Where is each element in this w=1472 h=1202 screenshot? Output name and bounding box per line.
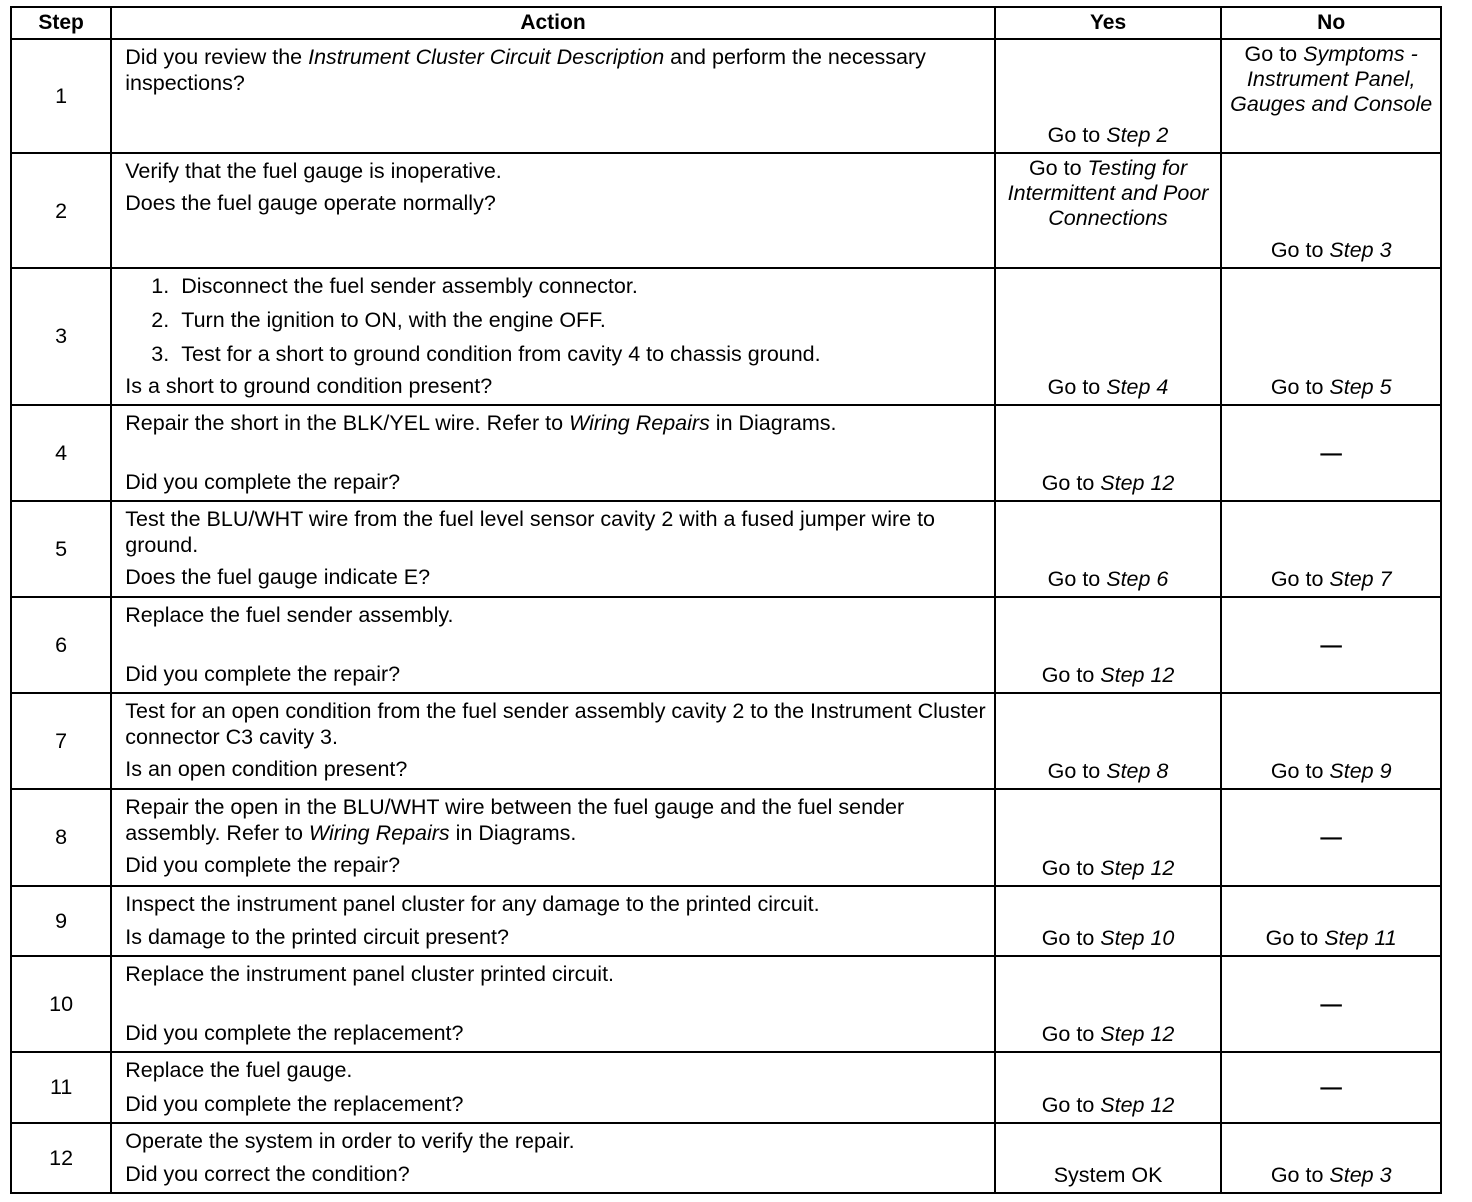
go-to-step-9-link[interactable]: Step 9 — [1329, 759, 1392, 784]
not-applicable-dash: — — [1320, 440, 1342, 465]
yes-cell — [995, 789, 1222, 885]
go-to-prefix: Go to — [1041, 855, 1101, 880]
action-text: Operate the system in order to verify the repair. — [125, 1128, 575, 1153]
procedure-step — [125, 341, 985, 367]
no-cell — [1221, 597, 1441, 692]
go-to-step-3-link[interactable]: Step 3 — [1329, 237, 1392, 262]
action-text — [125, 794, 985, 846]
action-cell — [111, 268, 994, 405]
system-ok-text: System OK — [1053, 1163, 1163, 1187]
go-to-prefix: Go to — [1047, 759, 1107, 784]
step-number: 4 — [11, 405, 111, 501]
action-question: Did you complete the replacement? — [125, 1091, 464, 1116]
action-question: Is a short to ground condition present? — [125, 373, 493, 398]
yes-cell — [995, 956, 1222, 1052]
action-text-part: and perform the necessary inspections? — [125, 45, 926, 95]
action-cell — [111, 1123, 994, 1193]
action-cell — [111, 405, 994, 501]
instrument-cluster-circuit-description-link[interactable]: Instrument Cluster Circuit Description — [308, 45, 665, 69]
step-number: 1 — [11, 39, 111, 153]
wiring-repairs-link[interactable]: Wiring Repairs — [308, 821, 450, 846]
go-to-prefix: Go to — [1270, 567, 1330, 592]
table-row — [11, 501, 1441, 597]
go-to-step-6-link[interactable]: Step 6 — [1106, 567, 1169, 592]
action-text: Inspect the instrument panel cluster for any damage to the printed circuit. — [125, 891, 820, 916]
action-cell — [111, 693, 994, 789]
action-cell — [111, 501, 994, 597]
not-applicable-dash: — — [1320, 1075, 1342, 1100]
procedure-step — [125, 307, 985, 333]
action-text: Replace the fuel sender assembly. — [125, 603, 454, 628]
table-row — [11, 405, 1441, 501]
go-to-step-5-link[interactable]: Step 5 — [1329, 374, 1392, 399]
table-row — [11, 1052, 1441, 1122]
yes-cell — [995, 501, 1222, 597]
action-text — [125, 410, 985, 436]
table-row — [11, 597, 1441, 692]
go-to-prefix: Go to — [1270, 237, 1330, 262]
go-to-prefix: Go to — [1270, 759, 1330, 784]
action-cell — [111, 597, 994, 692]
step-number: 2 — [11, 153, 111, 267]
action-cell — [111, 153, 994, 267]
go-to-prefix: Go to — [1041, 925, 1101, 950]
step-number: 8 — [11, 789, 111, 885]
no-cell — [1221, 789, 1441, 885]
action-cell — [111, 1052, 994, 1122]
diagnostic-table — [10, 6, 1442, 1194]
action-question: Does the fuel gauge indicate E? — [125, 564, 431, 589]
action-question: Is an open condition present? — [125, 756, 408, 781]
action-text: Test the BLU/WHT wire from the fuel level sensor cavity 2 with a fused jumper wire to ground. — [125, 506, 936, 557]
procedure-list — [125, 273, 985, 367]
yes-cell — [995, 268, 1222, 405]
go-to-prefix: Go to — [1270, 1163, 1330, 1187]
go-to-prefix: Go to — [1041, 470, 1101, 495]
table-row — [11, 153, 1441, 267]
table-row — [11, 1123, 1441, 1193]
go-to-step-4-link[interactable]: Step 4 — [1106, 374, 1169, 399]
go-to-prefix: Go to — [1041, 662, 1101, 687]
action-cell — [111, 886, 994, 956]
no-cell — [1221, 956, 1441, 1052]
table-row — [11, 789, 1441, 885]
action-text: Replace the instrument panel cluster printed circuit. — [125, 961, 615, 986]
procedure-step-text: Disconnect the fuel sender assembly connector. — [181, 273, 638, 298]
yes-cell — [995, 693, 1222, 789]
yes-cell — [995, 1052, 1222, 1122]
no-cell — [1221, 501, 1441, 597]
procedure-step-number: 2. — [151, 307, 170, 332]
table-row — [11, 693, 1441, 789]
go-to-step-12-link[interactable]: Step 12 — [1100, 662, 1175, 687]
procedure-step-text: Test for a short to ground condition from cavity 4 to chassis ground. — [181, 341, 821, 366]
header-action: Action — [111, 7, 994, 39]
go-to-prefix: Go to — [1047, 567, 1107, 592]
action-question: Is damage to the printed circuit present? — [125, 924, 509, 949]
no-cell — [1221, 39, 1441, 153]
procedure-step-number: 3. — [151, 341, 170, 366]
no-cell — [1221, 1123, 1441, 1193]
action-text: Replace the fuel gauge. — [125, 1058, 353, 1083]
action-text-part: in Diagrams. — [709, 410, 837, 435]
go-to-step-12-link[interactable]: Step 12 — [1100, 1092, 1175, 1117]
table-row — [11, 886, 1441, 956]
yes-cell — [995, 1123, 1222, 1193]
table-row — [11, 956, 1441, 1052]
yes-cell — [995, 405, 1222, 501]
yes-cell — [995, 39, 1222, 153]
yes-cell — [995, 153, 1222, 267]
no-cell — [1221, 693, 1441, 789]
go-to-prefix: Go to — [1041, 1092, 1101, 1117]
symptoms-instrument-panel-link[interactable]: Symptoms - Instrument Panel, Gauges and Console — [1230, 42, 1433, 116]
testing-intermittent-link[interactable]: Testing for Intermittent and Poor Connections — [1007, 156, 1209, 231]
action-question: Did you complete the replacement? — [125, 1021, 464, 1046]
action-cell — [111, 39, 994, 153]
action-text-part: in Diagrams. — [449, 821, 577, 846]
action-text-part: Repair the short in the BLK/YEL wire. Refer to — [125, 410, 570, 435]
step-number: 5 — [11, 501, 111, 597]
go-to-step-7-link[interactable]: Step 7 — [1329, 567, 1392, 592]
action-text-part: Did you review the — [125, 45, 309, 69]
action-question: Did you complete the repair? — [125, 661, 401, 686]
go-to-prefix: Go to — [1265, 925, 1325, 950]
procedure-step — [125, 273, 985, 299]
step-number: 10 — [11, 956, 111, 1052]
action-text — [125, 44, 985, 96]
no-cell — [1221, 886, 1441, 956]
step-number: 9 — [11, 886, 111, 956]
action-cell — [111, 789, 994, 885]
action-text-part: Repair the open in the BLU/WHT wire between the fuel gauge and the fuel sender assembly. Refer to — [125, 795, 905, 846]
go-to-prefix: Go to — [1244, 42, 1304, 66]
procedure-step-text: Turn the ignition to ON, with the engine OFF. — [181, 307, 606, 332]
action-question: Did you complete the repair? — [125, 853, 401, 878]
go-to-step-11-link[interactable]: Step 11 — [1324, 925, 1397, 950]
table-row — [11, 268, 1441, 405]
action-question: Does the fuel gauge operate normally? — [125, 191, 496, 216]
go-to-prefix: Go to — [1047, 374, 1107, 399]
action-cell — [111, 956, 994, 1052]
step-number: 3 — [11, 268, 111, 405]
go-to-step-12-link[interactable]: Step 12 — [1100, 855, 1175, 880]
step-number: 12 — [11, 1123, 111, 1193]
no-cell — [1221, 153, 1441, 267]
header-no: No — [1221, 7, 1441, 39]
step-number: 7 — [11, 693, 111, 789]
go-to-step-2-link[interactable]: Step 2 — [1106, 123, 1169, 148]
go-to-prefix: Go to — [1270, 374, 1330, 399]
procedure-step-number: 1. — [151, 273, 170, 298]
go-to-step-12-link[interactable]: Step 12 — [1100, 1022, 1175, 1047]
no-cell — [1221, 1052, 1441, 1122]
wiring-repairs-link[interactable]: Wiring Repairs — [569, 410, 710, 435]
no-cell — [1221, 405, 1441, 501]
step-number: 11 — [11, 1052, 111, 1122]
go-to-step-3-link[interactable]: Step 3 — [1329, 1163, 1392, 1187]
go-to-prefix: Go to — [1047, 123, 1107, 148]
go-to-step-12-link[interactable]: Step 12 — [1100, 470, 1175, 495]
no-cell — [1221, 268, 1441, 405]
yes-cell — [995, 886, 1222, 956]
not-applicable-dash: — — [1320, 633, 1342, 658]
go-to-step-8-link[interactable]: Step 8 — [1106, 759, 1169, 784]
go-to-step-10-link[interactable]: Step 10 — [1100, 925, 1175, 950]
action-text: Verify that the fuel gauge is inoperative. — [125, 159, 502, 184]
step-number: 6 — [11, 597, 111, 692]
header-yes: Yes — [995, 7, 1222, 39]
action-text: Test for an open condition from the fuel sender assembly cavity 2 to the Instrument Cluster connector C3 cavity 3. — [125, 698, 986, 749]
action-question: Did you complete the repair? — [125, 469, 401, 494]
header-step: Step — [11, 7, 111, 39]
not-applicable-dash: — — [1320, 825, 1342, 850]
yes-cell — [995, 597, 1222, 692]
table-row — [11, 39, 1441, 153]
go-to-prefix: Go to — [1028, 156, 1088, 181]
action-question: Did you correct the condition? — [125, 1162, 410, 1186]
header-row — [11, 7, 1441, 39]
not-applicable-dash: — — [1320, 992, 1342, 1017]
go-to-prefix: Go to — [1041, 1022, 1101, 1047]
